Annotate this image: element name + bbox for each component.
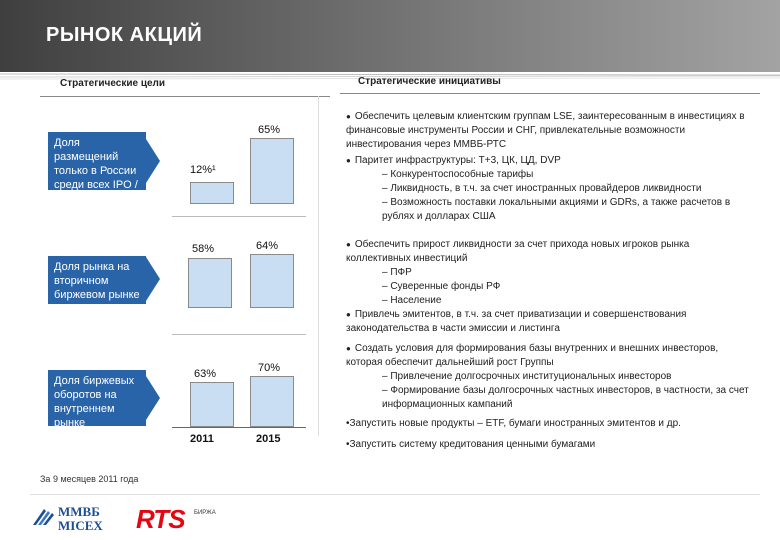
goal-label-ipo-share: Доля размещений только в России среди всех IPO / SPO bbox=[48, 132, 146, 190]
title-banner bbox=[0, 0, 780, 72]
bullet-icon: ● bbox=[346, 156, 351, 165]
rts-logo bbox=[136, 504, 216, 535]
bar-secondary-2015 bbox=[250, 254, 294, 308]
footnote: За 9 месяцев 2011 года bbox=[40, 474, 139, 484]
initiatives-heading: Стратегические инициативы bbox=[358, 76, 501, 87]
initiative-text: Обеспечить прирост ликвидности за счет прихода новых игроков рынка коллективных инвестиций bbox=[346, 239, 690, 264]
initiative-subitem: – Суверенные фонды РФ bbox=[382, 281, 501, 292]
page-title: РЫНОК АКЦИЙ bbox=[46, 24, 203, 46]
initiative-lse-clients bbox=[346, 110, 751, 152]
year-2015: 2015 bbox=[256, 433, 281, 445]
micex-logo bbox=[32, 504, 103, 533]
goal-label-secondary-share: Доля рынка на вторичном биржевом рынке bbox=[48, 256, 146, 304]
bar-label-secondary-2015: 64% bbox=[256, 240, 279, 252]
micex-wordmark bbox=[58, 505, 103, 533]
rts-sub-label: БИРЖА bbox=[194, 510, 216, 516]
initiative-subitem: – Ликвидность, в т.ч. за счет иностранных провайдеров ликвидности bbox=[382, 183, 702, 194]
initiative-subitem: – Население bbox=[382, 295, 442, 306]
micex-line1: ММВБ bbox=[58, 504, 100, 519]
bar-domestic-2011 bbox=[190, 382, 234, 427]
bar-label-ipo-2015: 65% bbox=[258, 124, 281, 136]
initiative-subitem: – Привлечение долгосрочных институциональных инвесторов bbox=[382, 371, 672, 382]
micex-swoosh-icon bbox=[32, 505, 56, 527]
initiative-text: Создать условия для формирования базы внутренних и внешних инвесторов, которая обеспечит дальнейший рост Группы bbox=[346, 343, 719, 368]
initiative-investor-base bbox=[346, 342, 751, 412]
goals-heading: Стратегические цели bbox=[60, 78, 166, 89]
initiative-text: •Запустить систему кредитования ценными бумагами bbox=[346, 439, 596, 450]
goal-arrow bbox=[146, 257, 160, 301]
initiative-text: Привлечь эмитентов, в т.ч. за счет приватизации и совершенствования законодательства в части эмиссии и листинга bbox=[346, 309, 687, 334]
initiative-text: Обеспечить целевым клиентским группам LSE, заинтересованным в инвестициях в финансовые инструменты России и СНГ, привлекательные возможности инвестирования через ММВБ-РТС bbox=[346, 111, 745, 150]
bar-label-secondary-2011: 58% bbox=[192, 243, 215, 255]
initiative-text: •Запустить новые продукты – ETF, бумаги иностранных эмитентов и др. bbox=[346, 418, 681, 429]
initiative-securities-lending bbox=[346, 438, 751, 452]
goal-arrow bbox=[146, 376, 160, 420]
bar-domestic-2015 bbox=[250, 376, 294, 427]
bar-label-ipo-2011: 12%¹ bbox=[190, 164, 216, 176]
initiative-issuers bbox=[346, 308, 751, 336]
initiative-liquidity bbox=[346, 238, 751, 308]
initiative-subitem: – Возможность поставки локальными акциями и GDRs, а также расчетов в рублях и долларах США bbox=[382, 197, 731, 222]
initiative-subitem: – Формирование базы долгосрочных частных инвесторов, в частности, за счет информационных кампаний bbox=[382, 385, 749, 410]
bar-label-domestic-2015: 70% bbox=[258, 362, 281, 374]
bar-label-domestic-2011: 63% bbox=[194, 368, 217, 380]
initiative-text: Паритет инфраструктуры: Т+3, ЦК, ЦД, DVP bbox=[354, 155, 561, 166]
year-2011: 2011 bbox=[190, 433, 214, 445]
initiative-infrastructure bbox=[346, 154, 751, 224]
initiatives-rule bbox=[340, 93, 760, 94]
bullet-icon: ● bbox=[346, 310, 351, 319]
initiative-subitem: – Конкурентоспособные тарифы bbox=[382, 169, 534, 180]
goals-rule bbox=[40, 96, 330, 97]
rts-wordmark: RTS bbox=[136, 504, 185, 534]
column-divider bbox=[318, 96, 319, 436]
x-axis bbox=[172, 427, 306, 428]
initiative-subitem: – ПФР bbox=[382, 267, 412, 278]
group-separator bbox=[172, 216, 306, 217]
micex-line2: MICEX bbox=[58, 518, 103, 533]
bullet-icon: ● bbox=[346, 344, 351, 353]
bar-secondary-2011 bbox=[188, 258, 232, 308]
bullet-icon: ● bbox=[346, 112, 351, 121]
goal-arrow bbox=[146, 139, 160, 183]
bullet-icon: ● bbox=[346, 240, 351, 249]
group-separator bbox=[172, 334, 306, 335]
initiative-new-products bbox=[346, 417, 751, 431]
footer-rule bbox=[30, 494, 760, 495]
goal-label-domestic-turnover: Доля биржевых оборотов на внутреннем рынке bbox=[48, 370, 146, 426]
bar-ipo-2015 bbox=[250, 138, 294, 204]
bar-ipo-2011 bbox=[190, 182, 234, 204]
